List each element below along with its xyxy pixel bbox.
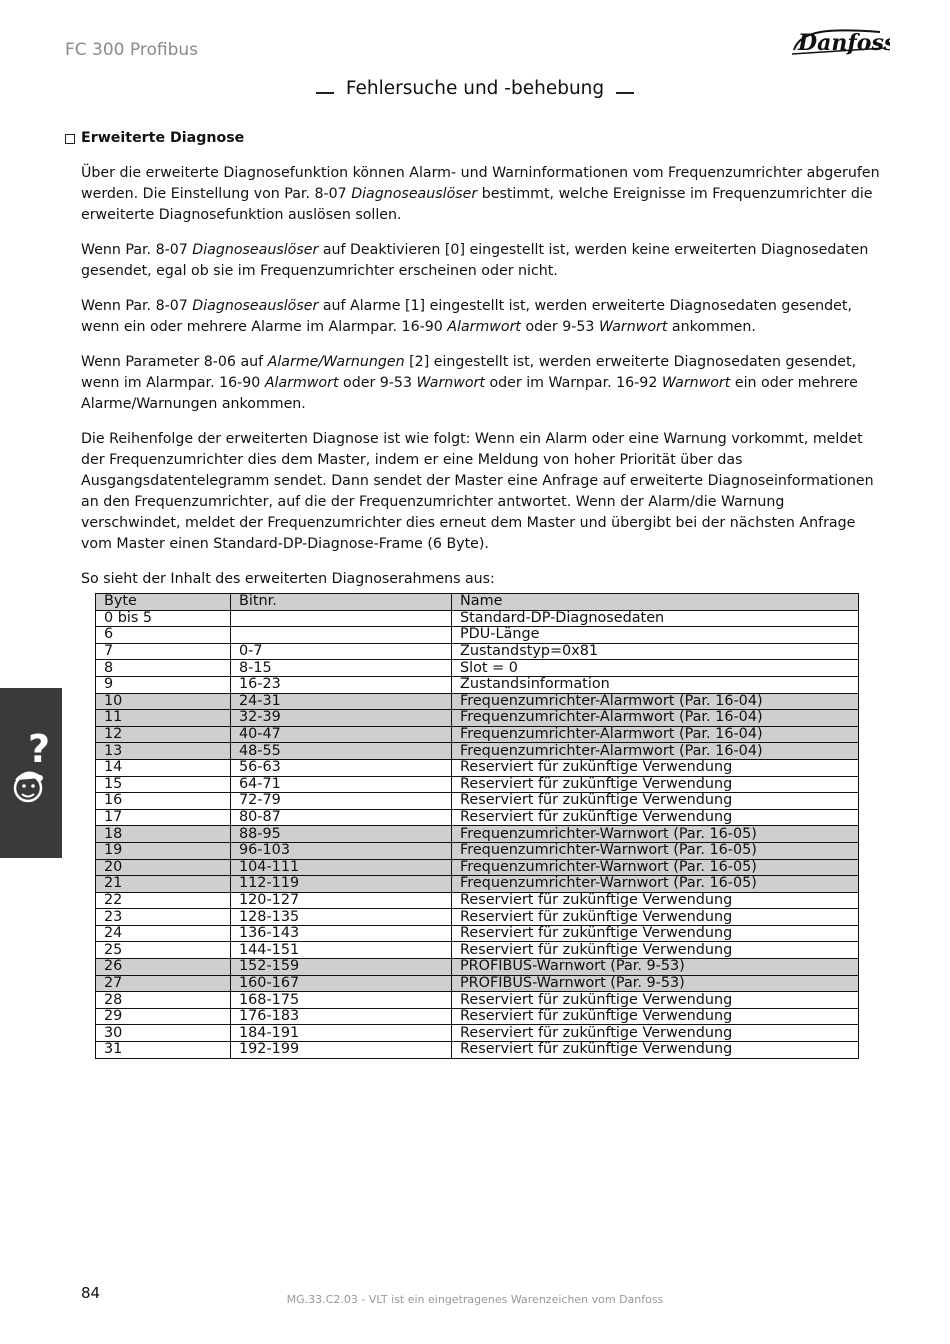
byte-cell: 28 bbox=[96, 992, 231, 1009]
text: auf Alarme [1] eingestellt ist, werden erweiterte Diagnosedaten gesendet, wenn ein oder mehrere Alarme im Alarmpar. 16-90 bbox=[81, 298, 852, 335]
bitnr-cell: 48-55 bbox=[231, 743, 452, 760]
name-cell: Reserviert für zukünftige Verwendung bbox=[452, 925, 859, 942]
diagnose-frame-table bbox=[95, 593, 859, 1059]
param-name: Diagnoseauslöser bbox=[192, 242, 319, 258]
text: Über die erweiterte Diagnosefunktion können Alarm- und Warninformationen vom Frequenzumrichter abgerufen werden. Die Einstellung von Par. 8-07 bbox=[81, 165, 880, 202]
paragraph-4 bbox=[81, 352, 881, 415]
table-row bbox=[96, 660, 859, 677]
byte-cell: 16 bbox=[96, 793, 231, 810]
name-cell: Frequenzumrichter-Alarmwort (Par. 16-04) bbox=[452, 743, 859, 760]
param-name: Warnwort bbox=[416, 375, 485, 391]
byte-cell: 19 bbox=[96, 842, 231, 859]
name-cell: Reserviert für zukünftige Verwendung bbox=[452, 892, 859, 909]
table-row bbox=[96, 876, 859, 893]
footer-text: MG.33.C2.03 - VLT ist ein eingetragenes Warenzeichen vom Danfoss bbox=[286, 1293, 664, 1306]
table-row bbox=[96, 992, 859, 1009]
table-row bbox=[96, 759, 859, 776]
heading-erweiterte-diagnose bbox=[81, 128, 881, 149]
table-row bbox=[96, 892, 859, 909]
text: oder 9-53 bbox=[520, 319, 599, 335]
troubleshooting-face-icon bbox=[6, 728, 60, 818]
paragraph-3 bbox=[81, 296, 881, 338]
byte-cell: 23 bbox=[96, 909, 231, 926]
name-cell: Reserviert für zukünftige Verwendung bbox=[452, 909, 859, 926]
table-row bbox=[96, 710, 859, 727]
bitnr-cell: 16-23 bbox=[231, 676, 452, 693]
header-name: Name bbox=[452, 594, 859, 611]
name-cell: Frequenzumrichter-Warnwort (Par. 16-05) bbox=[452, 859, 859, 876]
byte-cell: 7 bbox=[96, 643, 231, 660]
table-row bbox=[96, 925, 859, 942]
text: auf Deaktivieren [0] eingestellt ist, werden keine erweiterten Diagnosedaten gesendet, egal ob sie im Frequenzumrichter erscheinen oder nicht. bbox=[81, 242, 869, 279]
byte-cell: 13 bbox=[96, 743, 231, 760]
byte-cell: 18 bbox=[96, 826, 231, 843]
bitnr-cell: 128-135 bbox=[231, 909, 452, 926]
bitnr-cell: 144-151 bbox=[231, 942, 452, 959]
byte-cell: 15 bbox=[96, 776, 231, 793]
bitnr-cell: 104-111 bbox=[231, 859, 452, 876]
bitnr-cell: 24-31 bbox=[231, 693, 452, 710]
paragraph-2 bbox=[81, 240, 881, 282]
table-row bbox=[96, 1025, 859, 1042]
byte-cell: 6 bbox=[96, 627, 231, 644]
paragraph-5: Die Reihenfolge der erweiterten Diagnose ist wie folgt: Wenn ein Alarm oder eine Warnung vorkommt, meldet der Frequenzumrichter dies dem Master, indem er eine Meldung von hoher Priorität über das Ausgangsdatentelegramm sendet. Dann sendet der Master eine Anfrage auf erweiterte Diagnoseinformationen an den Frequenzumrichter, auf die der Frequenzumrichter antwortet. Wenn der Alarm/die Warnung verschwindet, meldet der Frequenzumrichter dies erneut dem Master und übergibt bei der nächsten Anfrage vom Master einen Standard-DP-Diagnose-Frame (6 Byte). bbox=[81, 431, 874, 552]
name-cell: Frequenzumrichter-Alarmwort (Par. 16-04) bbox=[452, 726, 859, 743]
bitnr-cell: 8-15 bbox=[231, 660, 452, 677]
table-row bbox=[96, 627, 859, 644]
svg-text:Danfoss: Danfoss bbox=[798, 30, 890, 56]
table-row bbox=[96, 809, 859, 826]
byte-cell: 26 bbox=[96, 959, 231, 976]
byte-cell: 21 bbox=[96, 876, 231, 893]
table-row bbox=[96, 726, 859, 743]
section-title bbox=[0, 78, 950, 99]
text: oder 9-53 bbox=[338, 375, 417, 391]
bitnr-cell: 136-143 bbox=[231, 925, 452, 942]
byte-cell: 30 bbox=[96, 1025, 231, 1042]
name-cell: Slot = 0 bbox=[452, 660, 859, 677]
svg-text:?: ? bbox=[28, 728, 51, 771]
byte-cell: 10 bbox=[96, 693, 231, 710]
bitnr-cell bbox=[231, 627, 452, 644]
name-cell: Standard-DP-Diagnosedaten bbox=[452, 610, 859, 627]
text: ein oder mehrere Alarme/Warnungen ankommen. bbox=[81, 375, 858, 412]
name-cell: Reserviert für zukünftige Verwendung bbox=[452, 992, 859, 1009]
byte-cell: 9 bbox=[96, 676, 231, 693]
title-dash-left bbox=[316, 92, 334, 94]
danfoss-logo bbox=[790, 20, 890, 62]
param-name: Alarme/Warnungen bbox=[267, 354, 405, 370]
name-cell: PROFIBUS-Warnwort (Par. 9-53) bbox=[452, 975, 859, 992]
text: [2] eingestellt ist, werden erweiterte Diagnosedaten gesendet, wenn im Alarmpar. 16-90 bbox=[81, 354, 857, 391]
content-body bbox=[81, 128, 881, 604]
troubleshooting-side-tab bbox=[0, 688, 62, 858]
header-doc-title: FC 300 Profibus bbox=[65, 40, 199, 60]
byte-cell: 0 bis 5 bbox=[96, 610, 231, 627]
name-cell: Reserviert für zukünftige Verwendung bbox=[452, 1042, 859, 1059]
table-row bbox=[96, 842, 859, 859]
byte-cell: 8 bbox=[96, 660, 231, 677]
bitnr-cell: 120-127 bbox=[231, 892, 452, 909]
param-name: Alarmwort bbox=[447, 319, 521, 335]
paragraph-6: So sieht der Inhalt des erweiterten Diagnoserahmens aus: bbox=[81, 571, 495, 587]
table-row bbox=[96, 909, 859, 926]
param-name: Warnwort bbox=[661, 375, 731, 391]
name-cell: Reserviert für zukünftige Verwendung bbox=[452, 776, 859, 793]
param-name: Diagnoseauslöser bbox=[192, 298, 319, 314]
name-cell: Frequenzumrichter-Alarmwort (Par. 16-04) bbox=[452, 710, 859, 727]
byte-cell: 31 bbox=[96, 1042, 231, 1059]
heading-text: Erweiterte Diagnose bbox=[81, 130, 245, 146]
text: Wenn Parameter 8-06 auf bbox=[81, 354, 268, 370]
table-row bbox=[96, 942, 859, 959]
byte-cell: 29 bbox=[96, 1008, 231, 1025]
table-header-row bbox=[96, 594, 859, 611]
table-row bbox=[96, 743, 859, 760]
table-row bbox=[96, 1008, 859, 1025]
byte-cell: 22 bbox=[96, 892, 231, 909]
bitnr-cell: 32-39 bbox=[231, 710, 452, 727]
name-cell: Frequenzumrichter-Alarmwort (Par. 16-04) bbox=[452, 693, 859, 710]
byte-cell: 12 bbox=[96, 726, 231, 743]
table-row bbox=[96, 859, 859, 876]
byte-cell: 20 bbox=[96, 859, 231, 876]
name-cell: PROFIBUS-Warnwort (Par. 9-53) bbox=[452, 959, 859, 976]
table-row bbox=[96, 676, 859, 693]
bitnr-cell: 192-199 bbox=[231, 1042, 452, 1059]
checkbox-bullet-icon bbox=[65, 134, 75, 144]
table-row bbox=[96, 693, 859, 710]
name-cell: Reserviert für zukünftige Verwendung bbox=[452, 793, 859, 810]
table-row bbox=[96, 826, 859, 843]
text: oder im Warnpar. 16-92 bbox=[484, 375, 662, 391]
page-number: 84 bbox=[81, 1284, 101, 1302]
bitnr-cell: 40-47 bbox=[231, 726, 452, 743]
bitnr-cell: 64-71 bbox=[231, 776, 452, 793]
table-row bbox=[96, 1042, 859, 1059]
byte-cell: 25 bbox=[96, 942, 231, 959]
bitnr-cell: 152-159 bbox=[231, 959, 452, 976]
bitnr-cell: 96-103 bbox=[231, 842, 452, 859]
bitnr-cell: 88-95 bbox=[231, 826, 452, 843]
param-name: Warnwort bbox=[598, 319, 668, 335]
bitnr-cell: 112-119 bbox=[231, 876, 452, 893]
text: bestimmt, welche Ereignisse im Frequenzumrichter die erweiterte Diagnosefunktion auslösen sollen. bbox=[81, 186, 873, 223]
name-cell: Frequenzumrichter-Warnwort (Par. 16-05) bbox=[452, 826, 859, 843]
section-title-text: Fehlersuche und -behebung bbox=[345, 78, 605, 99]
byte-cell: 24 bbox=[96, 925, 231, 942]
table-body bbox=[96, 594, 859, 1059]
param-name: Diagnoseauslöser bbox=[351, 186, 478, 202]
bitnr-cell: 0-7 bbox=[231, 643, 452, 660]
byte-cell: 17 bbox=[96, 809, 231, 826]
bitnr-cell: 72-79 bbox=[231, 793, 452, 810]
param-name: Alarmwort bbox=[264, 375, 339, 391]
text: ankommen. bbox=[667, 319, 756, 335]
byte-cell: 11 bbox=[96, 710, 231, 727]
bitnr-cell: 168-175 bbox=[231, 992, 452, 1009]
name-cell: Reserviert für zukünftige Verwendung bbox=[452, 1008, 859, 1025]
table-row bbox=[96, 793, 859, 810]
bitnr-cell: 56-63 bbox=[231, 759, 452, 776]
bitnr-cell: 184-191 bbox=[231, 1025, 452, 1042]
name-cell: Zustandstyp=0x81 bbox=[452, 643, 859, 660]
byte-cell: 14 bbox=[96, 759, 231, 776]
name-cell: Reserviert für zukünftige Verwendung bbox=[452, 759, 859, 776]
title-dash-right bbox=[616, 92, 634, 94]
name-cell: Reserviert für zukünftige Verwendung bbox=[452, 1025, 859, 1042]
name-cell: Frequenzumrichter-Warnwort (Par. 16-05) bbox=[452, 876, 859, 893]
name-cell: PDU-Länge bbox=[452, 627, 859, 644]
header-bitnr: Bitnr. bbox=[231, 594, 452, 611]
name-cell: Frequenzumrichter-Warnwort (Par. 16-05) bbox=[452, 842, 859, 859]
header-byte: Byte bbox=[96, 594, 231, 611]
bitnr-cell bbox=[231, 610, 452, 627]
table-row bbox=[96, 776, 859, 793]
name-cell: Reserviert für zukünftige Verwendung bbox=[452, 942, 859, 959]
paragraph-1 bbox=[81, 163, 881, 226]
bitnr-cell: 80-87 bbox=[231, 809, 452, 826]
text: Wenn Par. 8-07 bbox=[81, 298, 193, 314]
table-row bbox=[96, 610, 859, 627]
table-row bbox=[96, 975, 859, 992]
byte-cell: 27 bbox=[96, 975, 231, 992]
table-row bbox=[96, 959, 859, 976]
text: Wenn Par. 8-07 bbox=[81, 242, 193, 258]
name-cell: Reserviert für zukünftige Verwendung bbox=[452, 809, 859, 826]
table-row bbox=[96, 643, 859, 660]
bitnr-cell: 176-183 bbox=[231, 1008, 452, 1025]
name-cell: Zustandsinformation bbox=[452, 676, 859, 693]
bitnr-cell: 160-167 bbox=[231, 975, 452, 992]
